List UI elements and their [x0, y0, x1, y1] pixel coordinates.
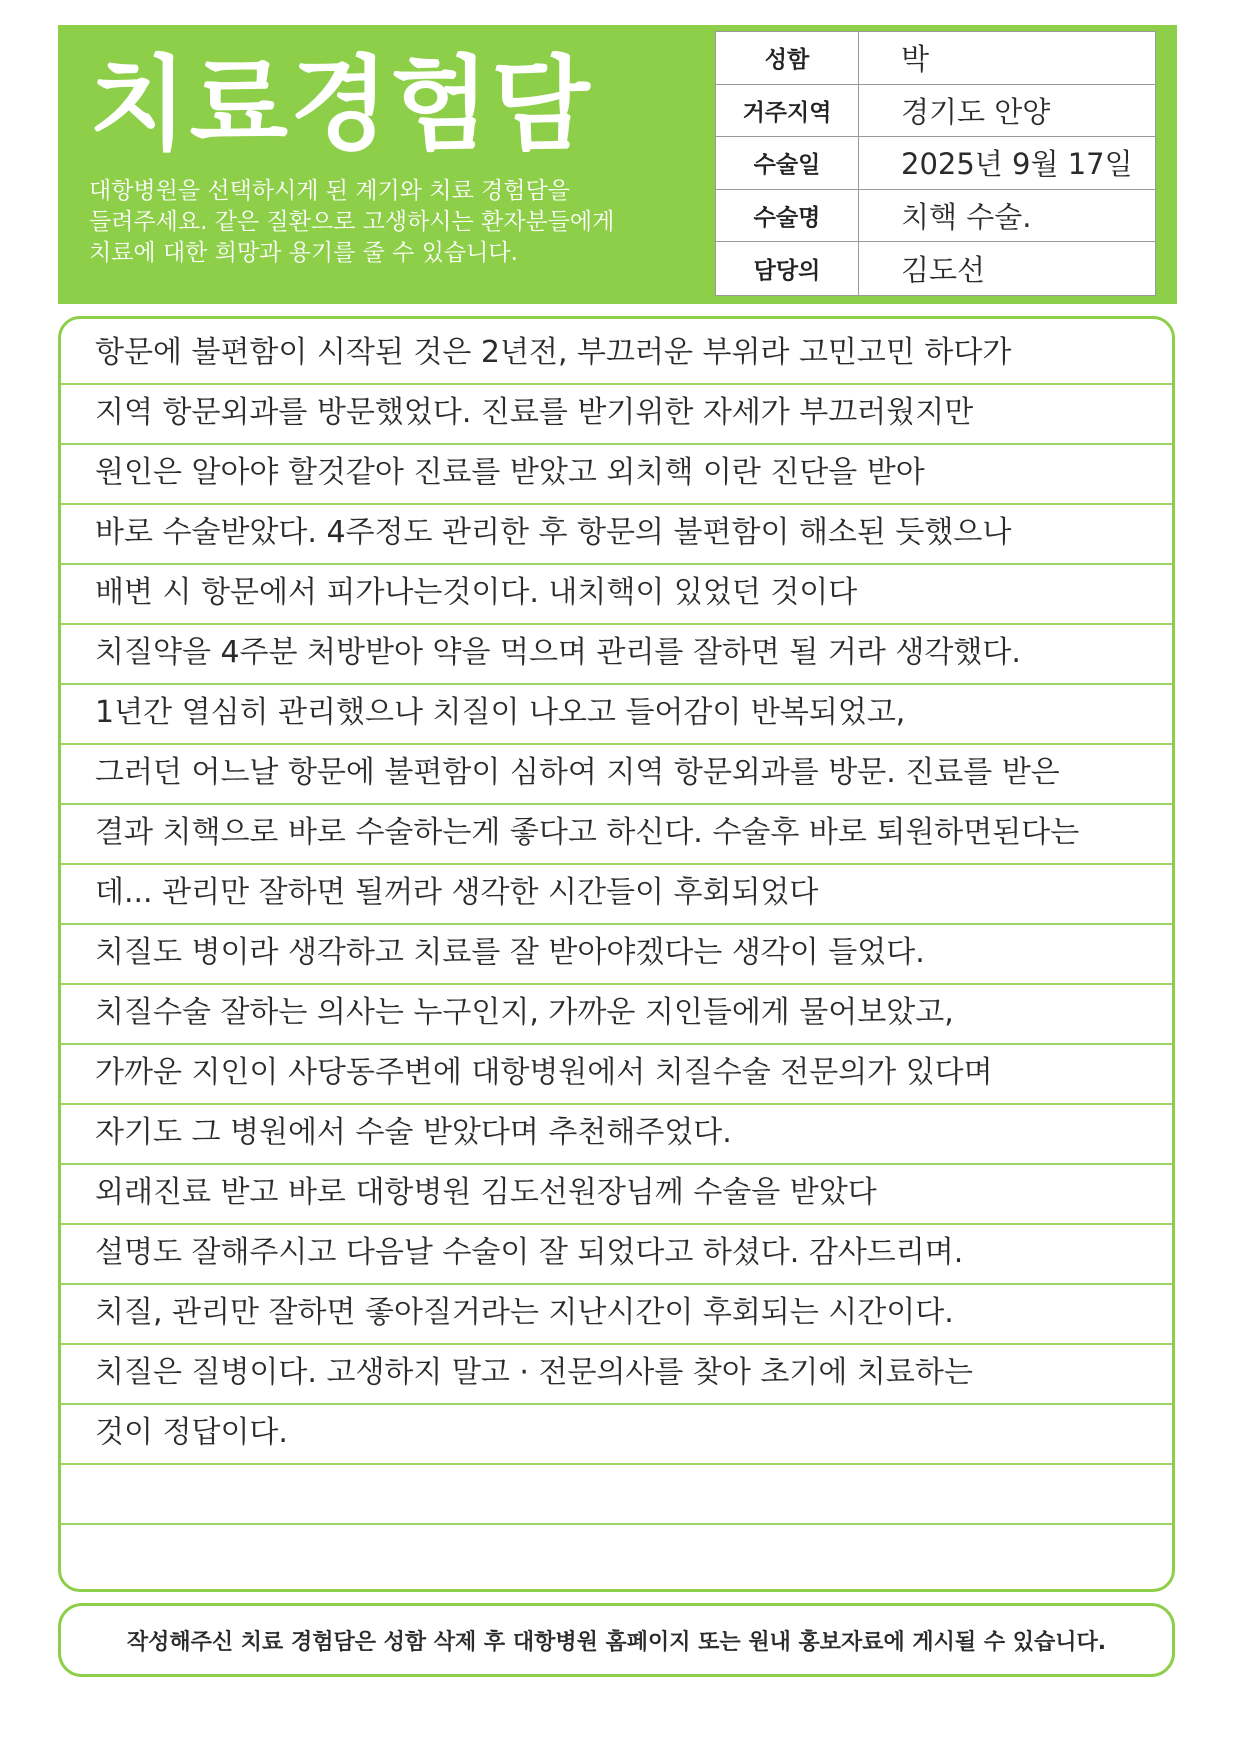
ruled-line [61, 325, 1172, 385]
handwritten-line: 것이 정답이다. [95, 1415, 288, 1450]
ruled-lines [61, 325, 1172, 1525]
ruled-line [61, 745, 1172, 805]
surgery-date-label: 수술일 [716, 137, 859, 190]
handwritten-line: 그러던 어느날 항문에 불편함이 심하여 지역 항문외과를 방문. 진료를 받은 [95, 755, 1060, 790]
ruled-line [61, 625, 1172, 685]
ruled-line [61, 505, 1172, 565]
ruled-line [61, 1045, 1172, 1105]
handwritten-line: 자기도 그 병원에서 수술 받았다며 추천해주었다. [95, 1115, 732, 1150]
experience-story-box [58, 316, 1175, 1592]
handwritten-line: 치질은 질병이다. 고생하지 말고 · 전문의사를 찾아 초기에 치료하는 [95, 1355, 973, 1390]
handwritten-line: 치질수술 잘하는 의사는 누구인지, 가까운 지인들에게 물어보았고, [95, 995, 954, 1030]
ruled-line [61, 1405, 1172, 1465]
ruled-line [61, 565, 1172, 625]
description-line: 들려주세요. 같은 질환으로 고생하시는 환자분들에게 [89, 209, 615, 235]
handwritten-line: 치질도 병이라 생각하고 치료를 잘 받아야겠다는 생각이 들었다. [95, 935, 925, 970]
handwritten-line: 가까운 지인이 사당동주변에 대항병원에서 치질수술 전문의가 있다며 [95, 1055, 993, 1090]
ruled-line [61, 445, 1172, 505]
ruled-line [61, 985, 1172, 1045]
footer-notice: 작성해주신 치료 경험담은 성함 삭제 후 대항병원 홈페이지 또는 원내 홍보자료에 게시될 수 있습니다. [126, 1629, 1107, 1655]
handwritten-line: 외래진료 받고 바로 대항병원 김도선원장님께 수술을 받았다 [95, 1175, 877, 1210]
handwritten-line: 항문에 불편함이 시작된 것은 2년전, 부끄러운 부위라 고민고민 하다가 [95, 335, 1012, 370]
handwritten-line: 데... 관리만 잘하면 될꺼라 생각한 시간들이 후회되었다 [95, 875, 819, 910]
ruled-line [61, 925, 1172, 985]
ruled-line [61, 1165, 1172, 1225]
ruled-line [61, 1225, 1172, 1285]
ruled-line [61, 805, 1172, 865]
handwritten-line: 배변 시 항문에서 피가나는것이다. 내치핵이 있었던 것이다 [95, 575, 858, 610]
ruled-line [61, 1285, 1172, 1345]
handwritten-line: 지역 항문외과를 방문했었다. 진료를 받기위한 자세가 부끄러웠지만 [95, 395, 974, 430]
surgery-name-value: 치핵 수술. [859, 190, 1155, 243]
handwritten-line: 설명도 잘해주시고 다음날 수술이 잘 되었다고 하셨다. 감사드리며. [95, 1235, 964, 1270]
name-label: 성함 [716, 32, 859, 85]
surgery-name-label: 수술명 [716, 190, 859, 243]
surgery-date-value: 2025년 9월 17일 [859, 137, 1155, 190]
handwritten-line: 치질약을 4주분 처방받아 약을 먹으며 관리를 잘하면 될 거라 생각했다. [95, 635, 1021, 670]
region-value: 경기도 안양 [859, 85, 1155, 138]
description-line: 대항병원을 선택하시게 된 계기와 치료 경험담을 [89, 178, 570, 204]
handwritten-line: 결과 치핵으로 바로 수술하는게 좋다고 하신다. 수술후 바로 퇴원하면된다는 [95, 815, 1080, 850]
handwritten-line: 치질, 관리만 잘하면 좋아질거라는 지난시간이 후회되는 시간이다. [95, 1295, 954, 1330]
handwritten-line: 원인은 알아야 할것같아 진료를 받았고 외치핵 이란 진단을 받아 [95, 455, 925, 490]
handwritten-line: 바로 수술받았다. 4주정도 관리한 후 항문의 불편함이 해소된 듯했으나 [95, 515, 1012, 550]
doctor-value: 김도선 [901, 253, 986, 288]
footer-notice-box [58, 1603, 1175, 1677]
ruled-line [61, 1345, 1172, 1405]
header-band [58, 25, 1177, 304]
form-description [89, 176, 614, 269]
handwritten-line: 1년간 열심히 관리했으나 치질이 나오고 들어감이 반복되었고, [95, 695, 906, 730]
ruled-line [61, 1105, 1172, 1165]
form-title: 치료경험담 [89, 46, 592, 165]
description-line: 치료에 대한 희망과 용기를 줄 수 있습니다. [89, 240, 518, 266]
region-label: 거주지역 [716, 85, 859, 138]
ruled-line [61, 685, 1172, 745]
patient-info-table [715, 31, 1156, 296]
doctor-label: 담당의 [716, 242, 859, 295]
ruled-line [61, 1465, 1172, 1525]
ruled-line [61, 865, 1172, 925]
ruled-line [61, 385, 1172, 445]
name-value: 박 [859, 32, 1155, 85]
